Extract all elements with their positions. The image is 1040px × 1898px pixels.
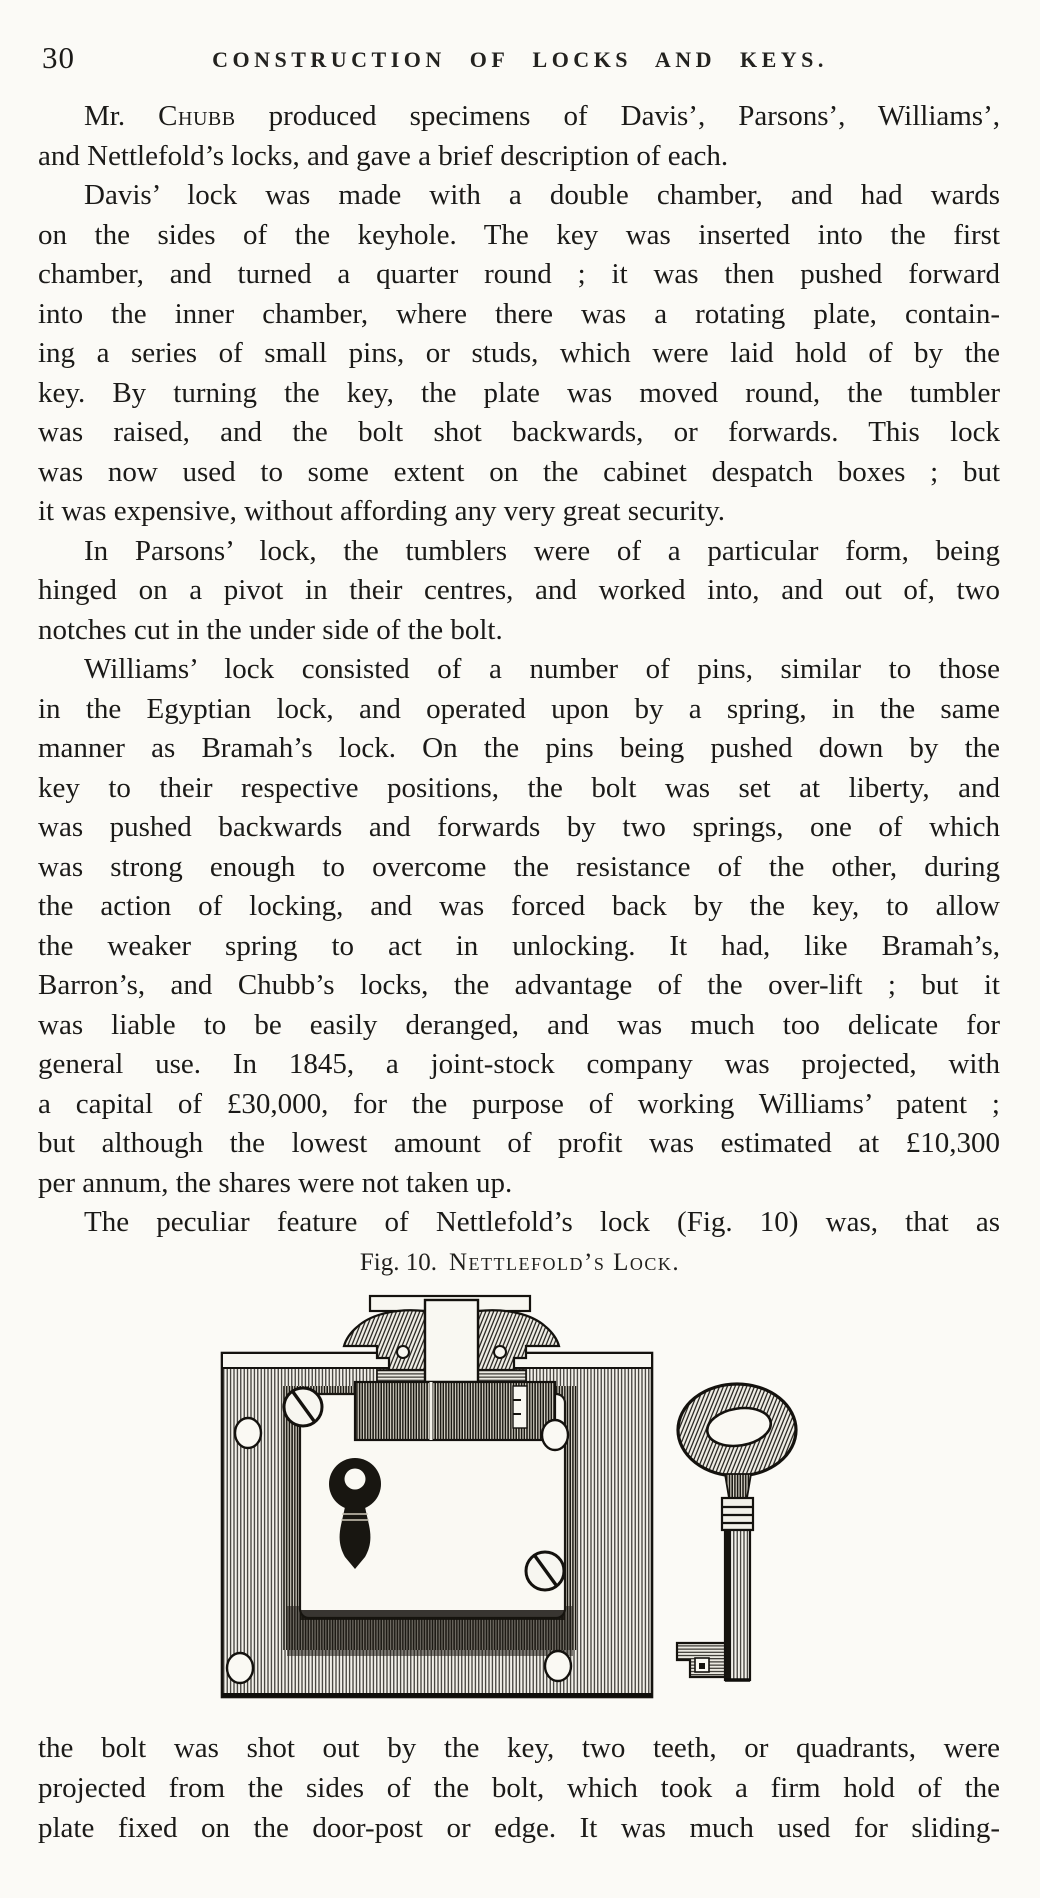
text-line: hinged on a pivot in their centres, and worked into, and out of, two: [38, 574, 1000, 606]
text-line: but although the lowest amount of profit was estimated at £10,300: [38, 1127, 1000, 1159]
text-line: a capital of £30,000, for the purpose of working Williams’ patent ;: [38, 1087, 1000, 1120]
text-line: key to their respective positions, the bolt was set at liberty, and: [38, 771, 1000, 804]
text-line: Williams’ lock consisted of a number of pins, similar to those: [84, 653, 1000, 685]
text-line: the bolt was shot out by the key, two teeth, or quadrants, were: [38, 1732, 1000, 1764]
text-line: was liable to be easily deranged, and was much too delicate for: [38, 1008, 1000, 1041]
running-head: CONSTRUCTION OF LOCKS AND KEYS.: [212, 47, 828, 72]
screw-top-left: [284, 1388, 322, 1426]
text-line: the action of locking, and was forced back by the key, to allow: [38, 890, 1000, 922]
paragraph: [38, 97, 1000, 176]
text-line: plate fixed on the door-post or edge. It was much used for sliding-: [38, 1812, 1000, 1844]
text-line: per annum, the shares were not taken up.: [38, 1166, 513, 1199]
text-line: in the Egyptian lock, and operated upon by a spring, in the same: [38, 692, 1000, 725]
text-line: In Parsons’ lock, the tumblers were of a particular form, being: [84, 534, 1000, 567]
figure-caption: [0, 1249, 1040, 1277]
paragraph: [38, 1728, 1000, 1848]
text-line: key. By turning the key, the plate was moved round, the tumbler: [38, 376, 1000, 409]
text-line: chamber, and turned a quarter round ; it was then pushed forward: [38, 258, 1000, 290]
text-line: notches cut in the under side of the bolt.: [38, 613, 503, 646]
footer-text: [38, 1728, 1000, 1848]
text-line: Mr. Chubb produced specimens of Davis’, Parsons’, Williams’,: [84, 100, 1000, 132]
text-line: was raised, and the bolt shot backwards, or forwards. This lock: [38, 416, 1000, 448]
text-line: and Nettlefold’s locks, and gave a brief description of each.: [38, 139, 729, 172]
text-line: was now used to some extent on the cabinet despatch boxes ; but: [38, 455, 1000, 488]
text-line: was strong enough to overcome the resistance of the other, during: [38, 850, 1000, 883]
paragraph: [38, 650, 1000, 1203]
paragraph: [38, 1203, 1000, 1243]
key-illustration: [677, 1384, 796, 1680]
text-line: into the inner chamber, where there was a rotating plate, contain-: [38, 297, 1000, 330]
paragraph: [38, 532, 1000, 651]
text-line: general use. In 1845, a joint-stock company was projected, with: [38, 1048, 1000, 1080]
figure-nettlefolds-lock: [175, 1280, 885, 1700]
text-line: it was expensive, without affording any very great security.: [38, 495, 725, 527]
figure-caption-title: Nettlefold’s Lock.: [448, 1249, 681, 1276]
text-line: The peculiar feature of Nettlefold’s lock (Fig. 10) was, that as: [84, 1206, 1000, 1238]
text-line: manner as Bramah’s lock. On the pins being pushed down by the: [38, 732, 1000, 764]
text-line: was pushed backwards and forwards by two springs, one of which: [38, 811, 1000, 843]
page-number: 30: [42, 40, 75, 75]
paragraph: [38, 176, 1000, 532]
body-text: [38, 97, 1000, 1243]
figure-caption-prefix: Fig. 10.: [359, 1249, 437, 1276]
text-line: Barron’s, and Chubb’s locks, the advantage of the over-lift ; but it: [38, 969, 1000, 1001]
text-line: projected from the sides of the bolt, which took a firm hold of the: [38, 1772, 1000, 1804]
small-caps-text: Chubb: [158, 100, 236, 132]
text-line: on the sides of the keyhole. The key was inserted into the first: [38, 218, 1000, 251]
text-line: the weaker spring to act in unlocking. It had, like Bramah’s,: [38, 929, 1000, 962]
lock-engraving: [175, 1280, 885, 1700]
screw-bottom-right: [526, 1552, 564, 1590]
text-line: Davis’ lock was made with a double chamber, and had wards: [84, 179, 1000, 211]
text-line: ing a series of small pins, or studs, which were laid hold of by the: [38, 337, 1000, 369]
